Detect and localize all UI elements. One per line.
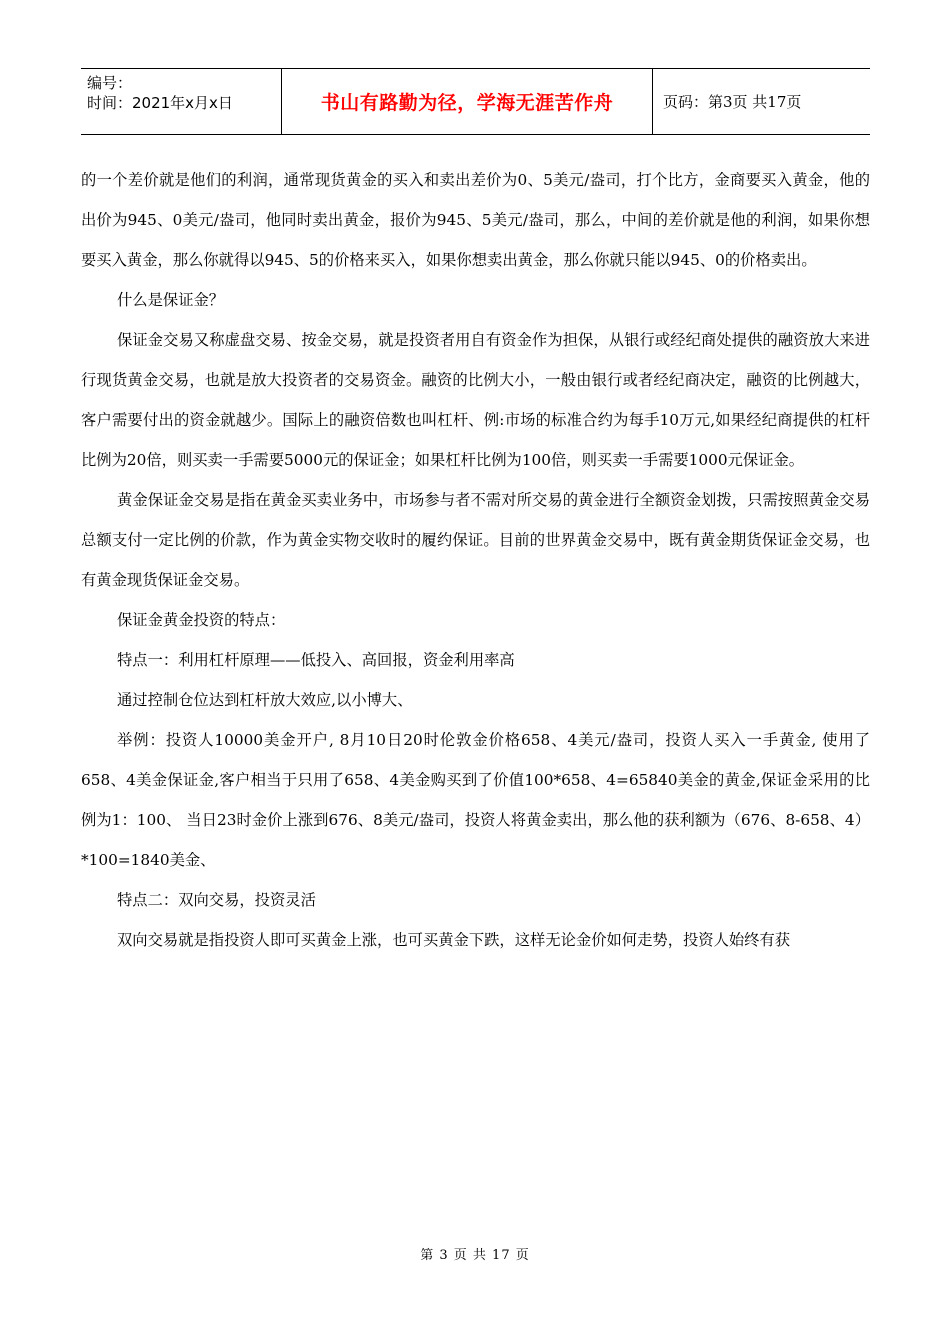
feature-one-text: 通过控制仓位达到杠杆放大效应,以小博大、 [117, 691, 413, 709]
document-date-label: 时间：2021年x月x日 [87, 94, 233, 112]
feature-two-text: 双向交易就是指投资人即可买黄金上涨，也可买黄金下跌，这样无论金价如何走势，投资人始终有获 [117, 931, 791, 949]
document-header [81, 68, 870, 135]
document-body [81, 160, 870, 960]
document-code-label: 编号： [87, 74, 133, 92]
header-meta-cell [81, 69, 282, 134]
section-heading-margin: 什么是保证金？ [117, 291, 225, 309]
feature-two-heading: 特点二：双向交易，投资灵活 [117, 891, 316, 909]
paragraph-continuation: 的一个差价就是他们的利润，通常现货黄金的买入和卖出差价为0、5美元/盎司，打个比方，金商要买入黄金，他的出价为945、0美元/盎司，他同时卖出黄金，报价为945、5美元/盎司，那么，中间的差价就是他的利润，如果你想要买入黄金，那么你就得以945、5的价格来买入，如果你想卖出黄金，那么你就只能以945、0的价格卖出。 [81, 171, 870, 269]
header-page-info: 页码：第3页 共17页 [663, 93, 802, 111]
section-heading-features: 保证金黄金投资的特点： [117, 611, 286, 629]
feature-one-heading: 特点一：利用杠杆原理——低投入、高回报，资金利用率高 [117, 651, 515, 669]
page-footer: 第 3 页 共 17 页 [420, 1248, 530, 1263]
paragraph-margin-definition: 保证金交易又称虚盘交易、按金交易，就是投资者用自有资金作为担保，从银行或经纪商处提供的融资放大来进行现货黄金交易，也就是放大投资者的交易资金。融资的比例大小，一般由银行或者经纪商决定，融资的比例越大，客户需要付出的资金就越少。国际上的融资倍数也叫杠杆、例:市场的标准合约为每手10万元,如果经纪商提供的杠杆比例为20倍，则买卖一手需要5000元的保证金；如果杠杆比例为100倍，则买卖一手需要1000元保证金。 [81, 331, 870, 469]
paragraph-gold-margin: 黄金保证金交易是指在黄金买卖业务中，市场参与者不需对所交易的黄金进行全额资金划拨，只需按照黄金交易总额支付一定比例的价款，作为黄金实物交收时的履约保证。目前的世界黄金交易中，既有黄金期货保证金交易，也有黄金现货保证金交易。 [81, 491, 870, 589]
feature-one-example: 举例：投资人10000美金开户, 8月10日20时伦敦金价格658、4美元/盎司，投资人买入一手黄金, 使用了658、4美金保证金,客户相当于只用了658、4美金购买到了价值100*658、4=65840美金的黄金,保证金采用的比例为1：100、 当日23时金价上涨到676、8美元/盎司，投资人将黄金卖出，那么他的获利额为（676、8-658、4）*100=1840美金、 [81, 731, 870, 869]
header-motto-cell [282, 69, 653, 134]
header-motto: 书山有路勤为径，学海无涯苦作舟 [320, 92, 614, 114]
header-page-cell [653, 69, 870, 134]
